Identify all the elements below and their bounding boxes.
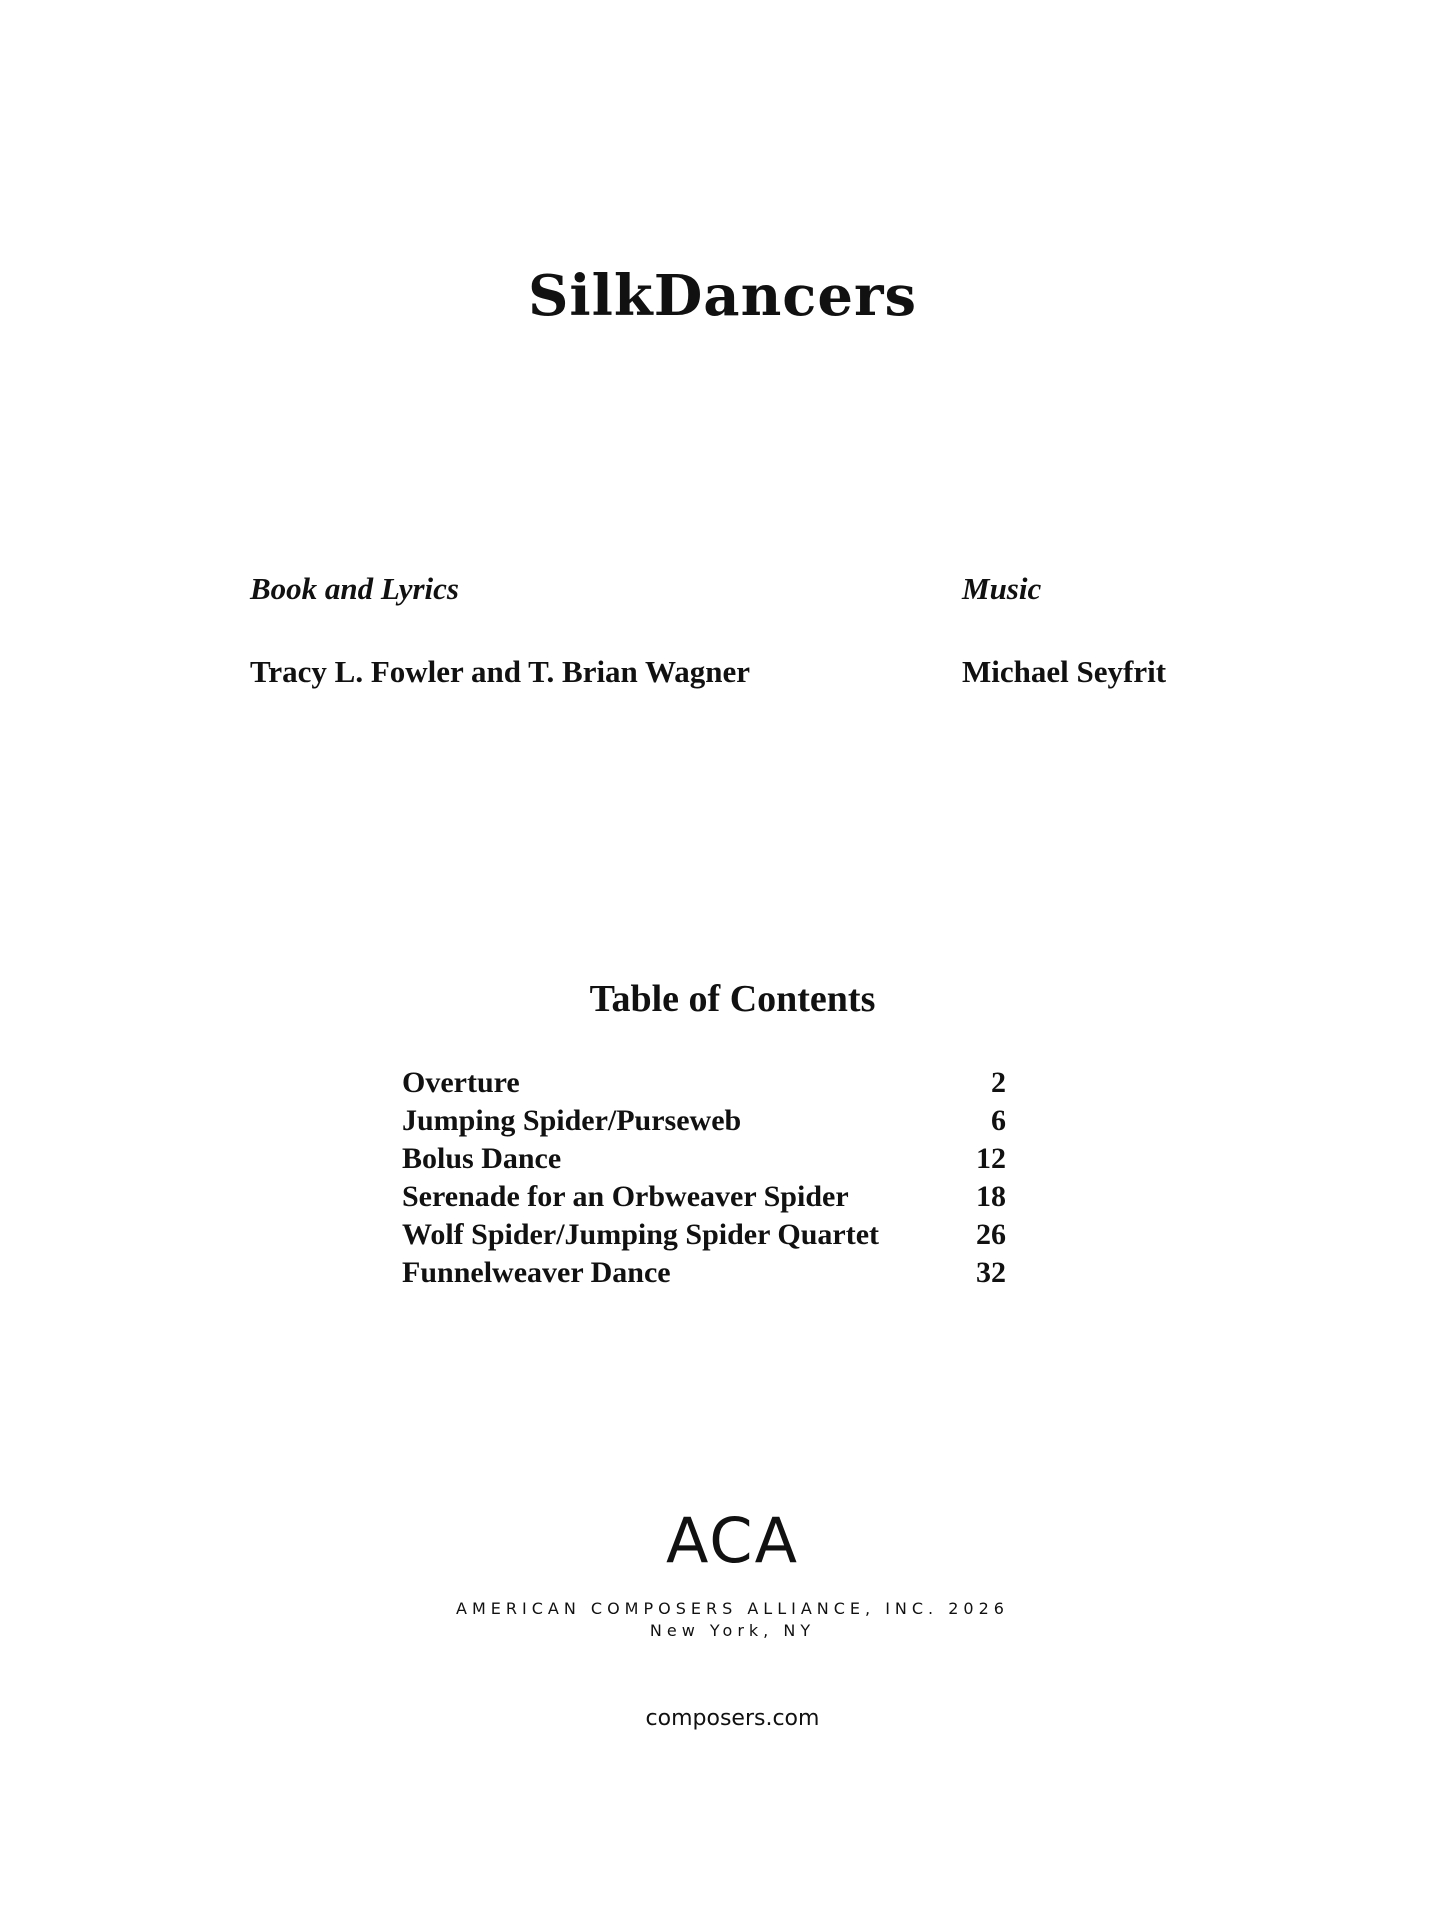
toc-entry-title: Overture	[402, 1066, 520, 1099]
toc-entry-page: 6	[991, 1104, 1006, 1137]
music-names: Michael Seyfrit	[962, 654, 1167, 689]
toc-entry-title: Bolus Dance	[402, 1142, 562, 1175]
toc-entry-page: 26	[976, 1218, 1006, 1251]
toc-entry	[402, 1140, 1006, 1178]
toc-entry	[402, 1102, 1006, 1140]
book-lyrics-credit	[250, 573, 750, 687]
publisher-website: composers.com	[645, 1706, 820, 1731]
toc-entry-title: Serenade for an Orbweaver Spider	[402, 1180, 849, 1213]
book-lyrics-role: Book and Lyrics	[250, 571, 459, 606]
toc-entry-page: 12	[976, 1142, 1006, 1175]
toc-entry-page: 32	[976, 1256, 1006, 1289]
toc-entry	[402, 1216, 1006, 1254]
toc-entry-page: 2	[991, 1066, 1006, 1099]
toc-heading: Table of Contents	[589, 978, 876, 1020]
publisher-info	[0, 1598, 1445, 1642]
aca-logo: ACA	[665, 1504, 800, 1577]
score-title: SilkDancers	[527, 263, 918, 329]
toc-entry	[402, 1064, 1006, 1102]
book-lyrics-names: Tracy L. Fowler and T. Brian Wagner	[250, 654, 751, 689]
publisher-location: New York, NY	[649, 1621, 816, 1640]
toc-entry	[402, 1254, 1006, 1292]
toc-entry-title: Funnelweaver Dance	[402, 1256, 671, 1289]
toc-list	[402, 1064, 1006, 1292]
toc-entry	[402, 1178, 1006, 1216]
toc-entry-title: Jumping Spider/Purseweb	[402, 1104, 742, 1137]
music-role: Music	[962, 571, 1042, 606]
toc-entry-title: Wolf Spider/Jumping Spider Quartet	[402, 1218, 880, 1251]
toc-entry-page: 18	[976, 1180, 1006, 1213]
publisher-name: AMERICAN COMPOSERS ALLIANCE, INC. 2026	[456, 1599, 1009, 1618]
music-credit	[962, 573, 1166, 687]
